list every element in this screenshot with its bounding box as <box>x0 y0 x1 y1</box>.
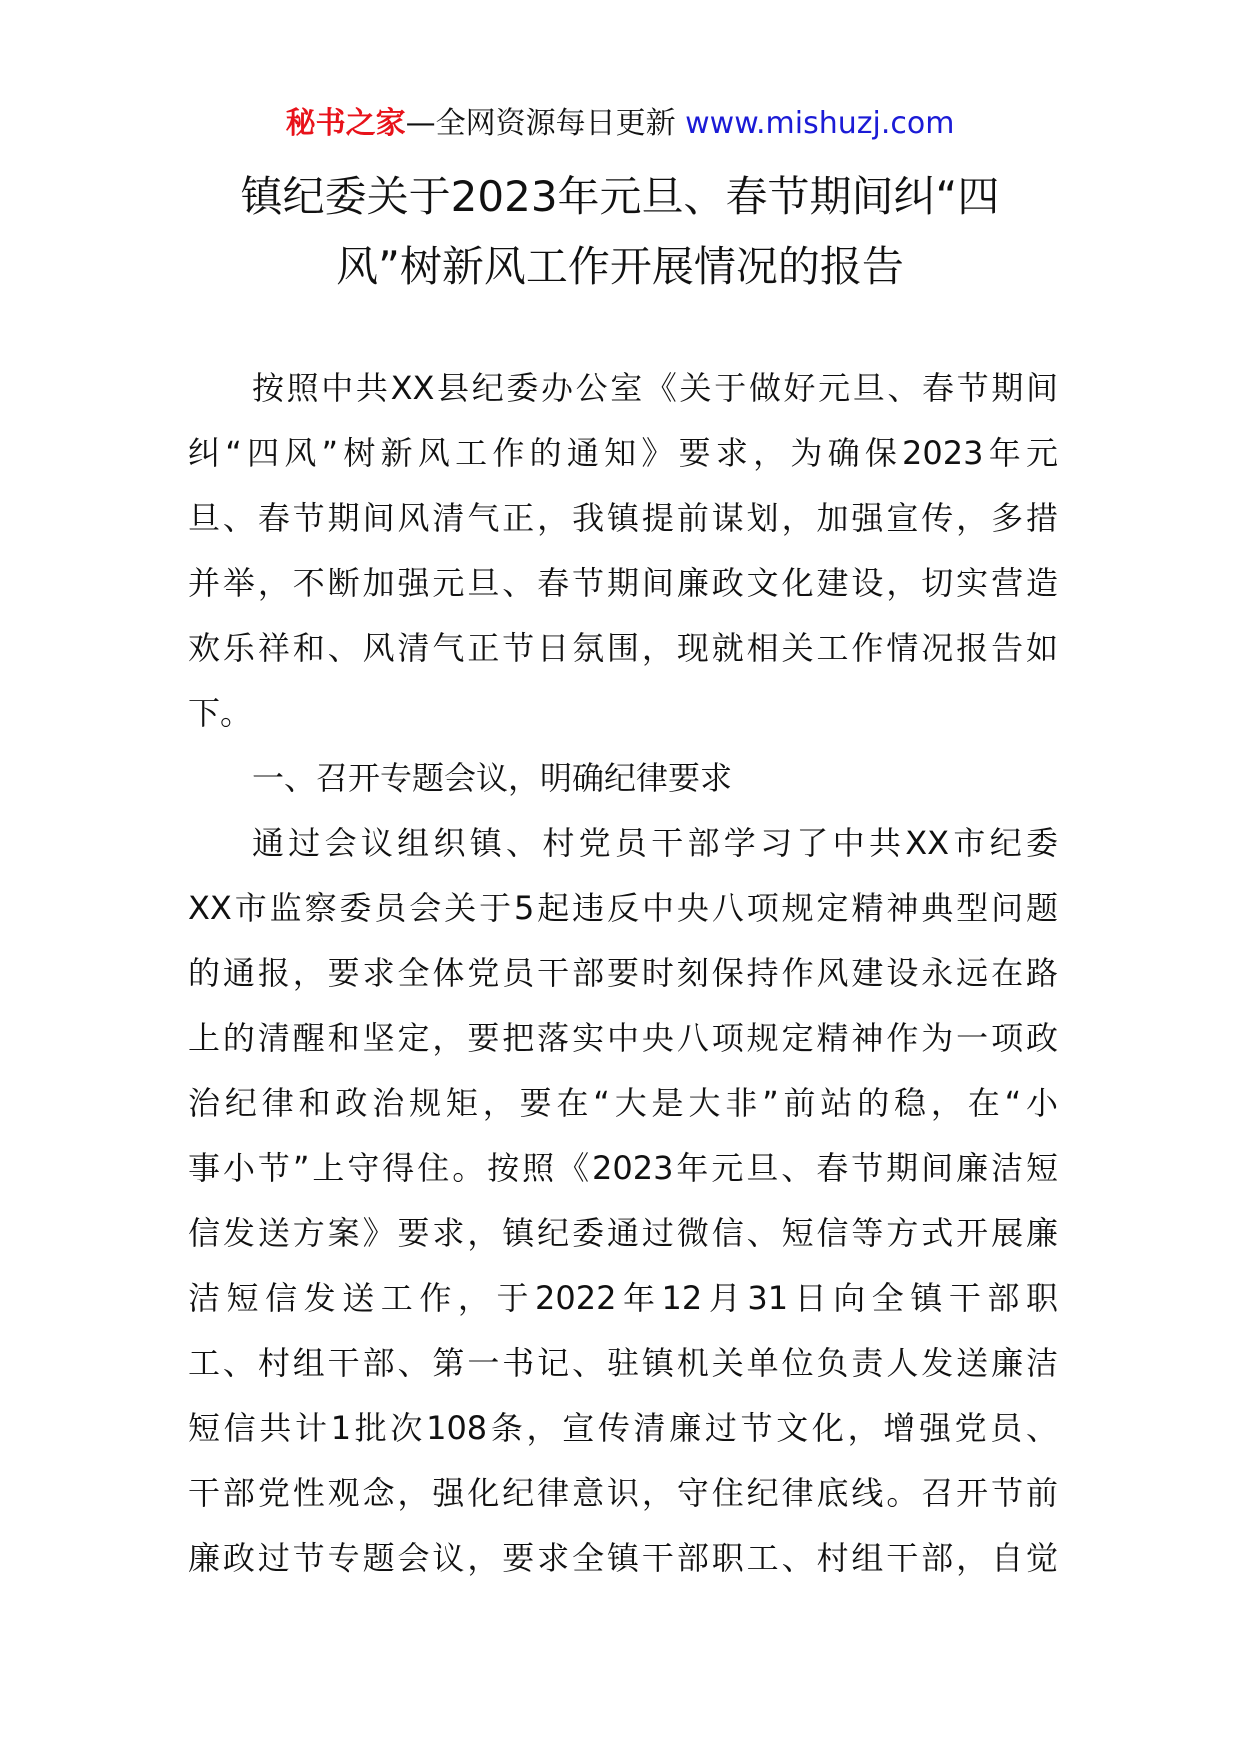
banner-brand: 秘书之家 <box>285 106 406 141</box>
paragraph-line: 治纪律和政治规矩，要在“大是大非”前站的稳，在“小 <box>188 1084 1058 1122</box>
paragraph-line: 上的清醒和坚定，要把落实中央八项规定精神作为一项政 <box>188 1019 1058 1057</box>
paragraph-line: 廉政过节专题会议，要求全镇干部职工、村组干部，自觉 <box>188 1539 1058 1577</box>
paragraph-line: 纠“四风”树新风工作的通知》要求，为确保2023年元 <box>188 434 1058 472</box>
paragraph-line: 短信共计1批次108条，宣传清廉过节文化，增强党员、 <box>188 1409 1058 1447</box>
paragraph-line: 旦、春节期间风清气正，我镇提前谋划，加强宣传，多措 <box>188 499 1058 537</box>
paragraph-line: 信发送方案》要求，镇纪委通过微信、短信等方式开展廉 <box>188 1214 1058 1252</box>
document-body <box>188 356 1058 1591</box>
watermark-banner <box>0 100 1240 148</box>
paragraph-line: 下。 <box>188 694 253 732</box>
paragraph-line: 干部党性观念，强化纪律意识，守住纪律底线。召开节前 <box>188 1474 1058 1512</box>
paragraph-line: 洁短信发送工作，于2022年12月31日向全镇干部职 <box>188 1279 1058 1317</box>
document-title <box>150 162 1090 302</box>
section-heading: 一、召开专题会议，明确纪律要求 <box>252 759 733 797</box>
paragraph-line: 工、村组干部、第一书记、驻镇机关单位负责人发送廉洁 <box>188 1344 1058 1382</box>
title-line-2: 风”树新风工作开展情况的报告 <box>336 242 904 291</box>
paragraph-line: XX市监察委员会关于5起违反中央八项规定精神典型问题 <box>188 889 1058 927</box>
paragraph-line: 的通报，要求全体党员干部要时刻保持作风建设永远在路 <box>188 954 1058 992</box>
paragraph-line: 按照中共XX县纪委办公室《关于做好元旦、春节期间 <box>252 369 1058 407</box>
paragraph-line: 并举，不断加强元旦、春节期间廉政文化建设，切实营造 <box>188 564 1058 602</box>
paragraph-line: 欢乐祥和、风清气正节日氛围，现就相关工作情况报告如 <box>188 629 1058 667</box>
paragraph-line: 事小节”上守得住。按照《2023年元旦、春节期间廉洁短 <box>188 1149 1058 1187</box>
banner-tagline: —全网资源每日更新 <box>405 106 676 141</box>
title-line-1: 镇纪委关于2023年元旦、春节期间纠“四 <box>240 172 1000 221</box>
paragraph-line: 通过会议组织镇、村党员干部学习了中共XX市纪委 <box>252 824 1058 862</box>
banner-url: www.mishuzj.com <box>685 106 955 141</box>
